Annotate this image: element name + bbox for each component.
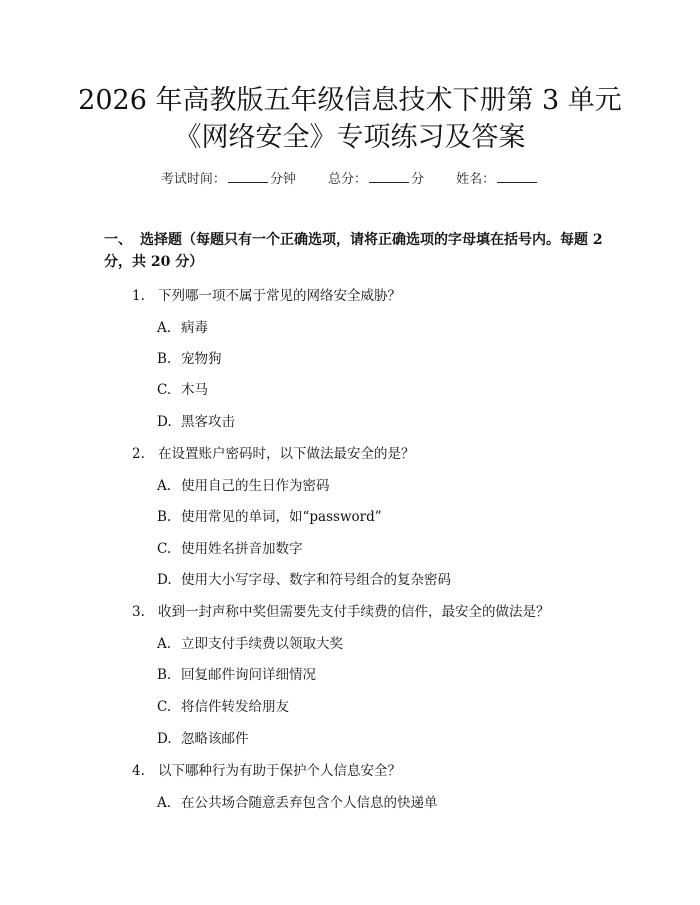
option-text: 使用自己的生日作为密码	[181, 478, 330, 494]
total-score-blank	[369, 170, 409, 183]
answer-option	[157, 505, 382, 525]
answer-option	[157, 727, 249, 747]
question-stem	[132, 600, 550, 620]
question-number: 1.	[132, 288, 145, 304]
option-letter: D.	[157, 731, 172, 747]
question-text: 以下哪种行为有助于保护个人信息安全？	[158, 763, 401, 779]
answer-option	[157, 695, 289, 715]
section-heading	[104, 229, 604, 273]
option-text: 病毒	[181, 320, 208, 336]
answer-option	[157, 316, 208, 336]
section-heading-text: 选择题（每题只有一个正确选项，请将正确选项的字母填在括号内。每题 2 分，共 20 分）	[104, 232, 603, 270]
section-number: 一、	[104, 232, 132, 248]
exam-time-blank	[228, 170, 268, 183]
option-letter: C.	[157, 541, 172, 557]
option-letter: A.	[157, 320, 172, 336]
student-name-field	[456, 168, 539, 187]
answer-option	[157, 632, 343, 652]
option-letter: B.	[157, 509, 172, 525]
option-letter: A.	[157, 636, 172, 652]
answer-option	[157, 410, 235, 430]
student-name-blank	[497, 170, 537, 183]
answer-option	[157, 663, 316, 683]
option-text: 宠物狗	[181, 351, 222, 367]
option-letter: A.	[157, 795, 172, 811]
answer-option	[157, 347, 222, 367]
question-text: 收到一封声称中奖但需要先支付手续费的信件，最安全的做法是？	[158, 604, 550, 620]
answer-option	[157, 378, 208, 398]
question-number: 2.	[132, 446, 145, 462]
option-text: 使用大小写字母、数字和符号组合的复杂密码	[181, 572, 451, 588]
option-text: 忽略该邮件	[181, 731, 249, 747]
option-text: 使用姓名拼音加数字	[181, 541, 303, 557]
option-letter: A.	[157, 478, 172, 494]
option-letter: C.	[157, 699, 172, 715]
question-text: 在设置账户密码时，以下做法最安全的是？	[158, 446, 415, 462]
student-name-label: 姓名：	[456, 172, 496, 187]
option-text: 回复邮件询问详细情况	[181, 667, 316, 683]
answer-option	[157, 791, 438, 811]
option-letter: D.	[157, 572, 172, 588]
option-letter: B.	[157, 667, 172, 683]
option-text: 使用常见的单词，如“password”	[181, 509, 382, 525]
option-text: 黑客攻击	[181, 414, 235, 430]
option-text: 立即支付手续费以领取大奖	[181, 636, 343, 652]
total-score-unit: 分	[411, 172, 425, 187]
question-stem	[132, 759, 401, 779]
answer-option	[157, 568, 451, 588]
question-number: 4.	[132, 763, 145, 779]
question-stem	[132, 442, 415, 462]
document-title-line-2: 《网络安全》专项练习及答案	[174, 122, 526, 153]
total-score-label: 总分：	[327, 172, 367, 187]
option-letter: C.	[157, 382, 172, 398]
answer-option	[157, 537, 303, 557]
answer-option	[157, 474, 330, 494]
exam-time-unit: 分钟	[269, 172, 296, 187]
question-stem	[132, 284, 401, 304]
exam-time-field	[161, 168, 296, 187]
question-text: 下列哪一项不属于常见的网络安全威胁？	[158, 288, 401, 304]
option-text: 木马	[181, 382, 208, 398]
exam-info-line	[0, 168, 700, 187]
option-letter: B.	[157, 351, 172, 367]
option-letter: D.	[157, 414, 172, 430]
option-text: 将信件转发给朋友	[181, 699, 289, 715]
option-text: 在公共场合随意丢弃包含个人信息的快递单	[181, 795, 438, 811]
exam-time-label: 考试时间：	[160, 172, 226, 187]
total-score-field	[328, 168, 424, 187]
document-title-line-1: 2026 年高教版五年级信息技术下册第 3 单元	[78, 85, 622, 116]
question-number: 3.	[132, 604, 145, 620]
